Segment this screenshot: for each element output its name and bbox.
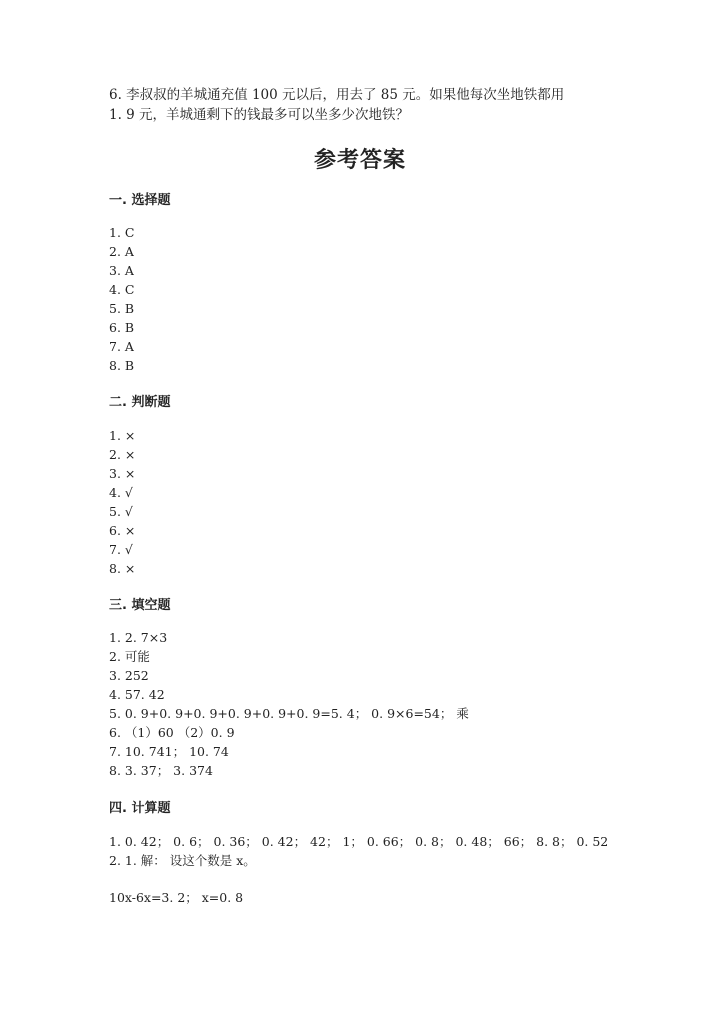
section-heading-judge: 二. 判断题	[109, 395, 171, 410]
list-item: 2. 可能	[109, 649, 150, 664]
question-line-2: 1. 9 元，羊城通剩下的钱最多可以坐多少次地铁？	[109, 107, 410, 123]
question-line-1: 6. 李叔叔的羊城通充值 100 元以后，用去了 85 元。如果他每次坐地铁都用	[109, 87, 565, 103]
question-6	[109, 85, 609, 125]
list-item: 7. √	[109, 542, 133, 557]
list-item: 8. 3. 37； 3. 374	[109, 763, 213, 778]
list-item: 5. 0. 9+0. 9+0. 9+0. 9+0. 9+0. 9=5. 4； 0. 9×6=54； 乘	[109, 706, 469, 721]
list-item: 6. B	[109, 320, 135, 335]
list-item: 8. B	[109, 358, 135, 373]
list-item: 5. B	[109, 301, 135, 316]
judge-answer-list	[109, 426, 135, 578]
section-heading-fill: 三. 填空题	[109, 598, 171, 613]
list-item: 1. 2. 7×3	[109, 630, 168, 645]
list-item: 8. ×	[109, 561, 136, 576]
list-item: 6. ×	[109, 523, 136, 538]
list-item: 2. A	[109, 244, 134, 259]
section-heading-calc: 四. 计算题	[109, 801, 171, 816]
list-item: 3. A	[109, 263, 134, 278]
list-item: 3. ×	[109, 466, 136, 481]
list-item: 7. 10. 741； 10. 74	[109, 744, 229, 759]
list-item: 3. 252	[109, 668, 149, 683]
list-item: 7. A	[109, 339, 134, 354]
list-item: 1. 0. 42； 0. 6； 0. 36； 0. 42； 42； 1； 0. 66； 0. 8； 0. 48； 66； 8. 8； 0. 52	[109, 834, 609, 849]
section-heading-choice: 一. 选择题	[109, 193, 171, 208]
list-item: 4. C	[109, 282, 135, 297]
list-item: 6. （1）60 （2）0. 9	[109, 725, 235, 740]
calc-answer-list	[109, 832, 608, 870]
list-item: 4. 57. 42	[109, 687, 165, 702]
list-item: 5. √	[109, 504, 133, 519]
calc-equation: 10x-6x=3. 2； x=0. 8	[109, 890, 244, 905]
choice-answer-list	[109, 223, 134, 375]
answer-key-title: 参考答案	[313, 147, 406, 173]
list-item: 4. √	[109, 485, 133, 500]
fill-answer-list	[109, 628, 469, 780]
list-item: 1. ×	[109, 428, 136, 443]
list-item: 2. ×	[109, 447, 136, 462]
list-item: 2. 1. 解： 设这个数是 x。	[109, 853, 256, 868]
list-item: 1. C	[109, 225, 135, 240]
